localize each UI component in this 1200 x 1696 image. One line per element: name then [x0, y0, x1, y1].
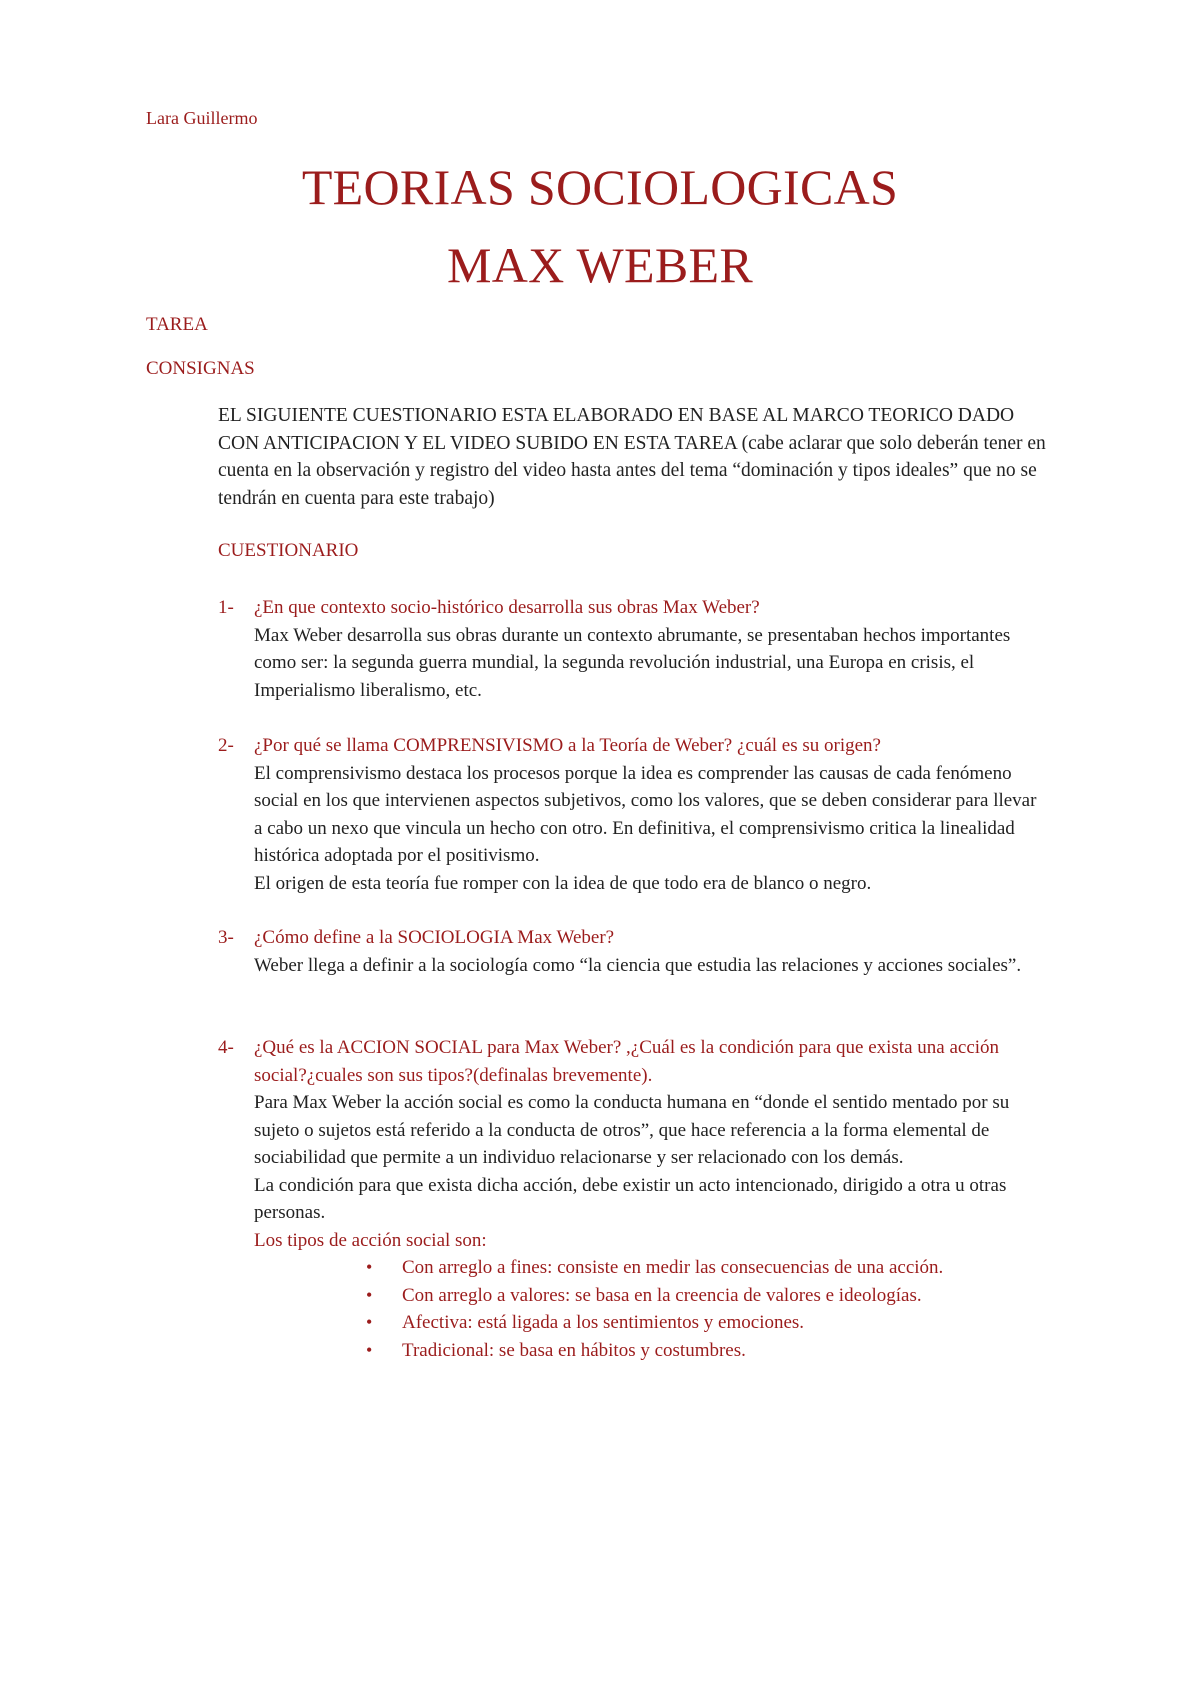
- answer-paragraph: Weber llega a definir a la sociología como “la ciencia que estudia las relaciones y acciones sociales”.: [254, 954, 1022, 976]
- list-item-text: Afectiva: está ligada a los sentimientos y emociones.: [402, 1312, 805, 1333]
- instructions-note: (cabe aclarar que solo deberán tener en cuenta en la observación y registro del video hasta antes del tema “dominación y tipos ideales” que no se tendrán en cuenta para este trabajo): [218, 432, 1046, 509]
- list-item-text: Con arreglo a fines: consiste en medir las consecuencias de una acción.: [402, 1257, 944, 1278]
- section-tarea: TAREA: [146, 314, 208, 335]
- bullet-icon: •: [366, 1312, 373, 1332]
- instructions-paragraph: [218, 402, 1048, 512]
- question-item-4: [218, 1034, 1048, 1364]
- question-number: 4-: [218, 1037, 234, 1058]
- document-title: TEORIAS SOCIOLOGICAS: [301, 159, 899, 215]
- answer-paragraph: Max Weber desarrolla sus obras durante un contexto abrumante, se presentaban hechos importantes como ser: la segunda guerra mundial, la segunda revolución industrial, una Europa en crisis, el Imperialismo liberalismo, etc.: [254, 624, 1011, 701]
- question-text: ¿En que contexto socio-histórico desarrolla sus obras Max Weber?: [254, 597, 760, 618]
- bullet-icon: •: [366, 1257, 373, 1277]
- instructions-caps: EL SIGUIENTE CUESTIONARIO ESTA ELABORADO EN BASE AL MARCO TEORICO DADO CON ANTICIPACION Y EL VIDEO SUBIDO EN ESTA TAREA: [218, 405, 1015, 454]
- answer-paragraph: Para Max Weber la acción social es como la conducta humana en “donde el sentido mentado por su sujeto o sujetos está referido a la conducta de otros”, que hace referencia a la forma elemental de sociabilidad que permite a un individuo relacionarse y ser relacionado con los demás.: [254, 1092, 1010, 1168]
- document-subtitle: MAX WEBER: [447, 237, 753, 293]
- question-number: 3-: [218, 927, 234, 948]
- question-number: 1-: [218, 597, 234, 618]
- question-item-2: [218, 732, 1048, 897]
- section-consignas: CONSIGNAS: [146, 358, 255, 379]
- author-name: Lara Guillermo: [146, 108, 258, 128]
- list-item: [254, 1282, 1048, 1310]
- cuestionario-heading: CUESTIONARIO: [218, 540, 359, 561]
- answer-paragraph: El origen de esta teoría fue romper con la idea de que todo era de blanco o negro.: [254, 872, 872, 894]
- answer-paragraph: El comprensivismo destaca los procesos porque la idea es comprender las causas de cada fenómeno social en los que intervienen aspectos subjetivos, como los valores, que se deben considerar para llevar a cabo un nexo que vincula un hecho con otro. En definitiva, el comprensivismo critica la linealidad histórica adoptada por el positivismo.: [254, 762, 1037, 866]
- list-item: [254, 1254, 1048, 1282]
- answer-paragraph: La condición para que exista dicha acción, debe existir un acto intencionado, dirigido a otra u otras personas.: [254, 1174, 1007, 1223]
- list-item: [254, 1309, 1048, 1337]
- list-item: [254, 1337, 1048, 1365]
- question-item-1: [218, 594, 1048, 704]
- question-item-3: [218, 924, 1048, 979]
- bullet-icon: •: [366, 1339, 373, 1360]
- bullet-icon: •: [366, 1284, 373, 1305]
- types-heading: Los tipos de acción social son:: [254, 1229, 487, 1251]
- question-number: 2-: [218, 735, 234, 756]
- question-text: ¿Cómo define a la SOCIOLOGIA Max Weber?: [254, 927, 615, 948]
- question-text: ¿Por qué se llama COMPRENSIVISMO a la Teoría de Weber? ¿cuál es su origen?: [254, 735, 881, 756]
- question-text: ¿Qué es la ACCION SOCIAL para Max Weber? ,¿Cuál es la condición para que exista una acción social?¿cuales son sus tipos?(definalas brevemente).: [254, 1037, 1000, 1086]
- action-types-list: [254, 1254, 1048, 1364]
- list-item-text: Con arreglo a valores: se basa en la creencia de valores e ideologías.: [402, 1284, 922, 1306]
- list-item-text: Tradicional: se basa en hábitos y costumbres.: [402, 1339, 746, 1361]
